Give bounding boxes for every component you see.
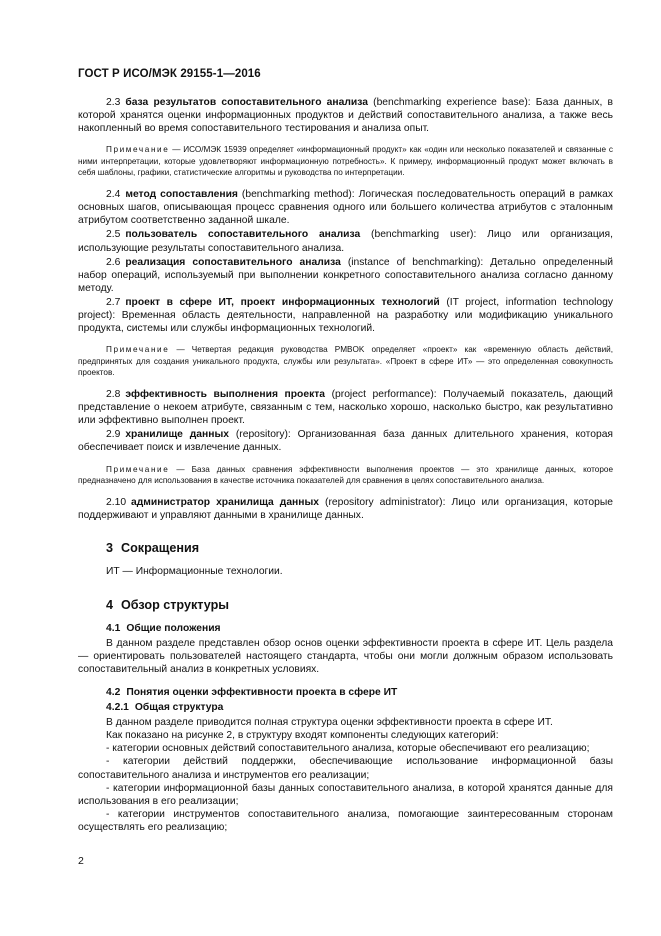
term-definition: (IT project, information technology project): Временная область деятельности, направленной на разработку или модификацию уникального продукта, системы или службы информационных технологий. (78, 296, 613, 335)
section-3-heading (78, 542, 613, 555)
document-body (78, 96, 613, 834)
subsection-title: Общая структура (134, 702, 224, 714)
section-title: Обзор структуры (121, 597, 230, 612)
note-1 (78, 144, 613, 178)
term-definition: (benchmarking user): Лицо или организация, использующие результаты сопоставительного анализа. (78, 229, 613, 254)
term-name: хранилище данных (125, 429, 229, 441)
term-2-4 (78, 188, 613, 227)
term-number: 2.8 (106, 389, 121, 401)
note-label: Примечание (106, 145, 170, 155)
term-number: 2.5 (106, 229, 121, 241)
section-title: Сокращения (121, 541, 200, 556)
note-2 (78, 344, 613, 378)
term-name: администратор хранилища данных (131, 497, 320, 509)
term-2-6 (78, 256, 613, 295)
section-number: 4 (106, 597, 114, 612)
term-2-8 (78, 388, 613, 427)
term-number: 2.10 (106, 497, 127, 509)
list-item: - категории инструментов сопоставительного анализа, помогающие заинтересованным сторонам осуществлять его реализацию; (78, 808, 613, 833)
subsection-4-1-text: В данном разделе представлен обзор основ оценки эффективности проекта в сфере ИТ. Цель раздела — ориентировать пользователей настоящего стандарта, чтобы они могли должным образом использовать сопоставительный анализ в конкретных условиях. (78, 637, 613, 675)
subsection-number: 4.2 (106, 687, 121, 698)
term-name: метод сопоставления (125, 189, 238, 201)
subsection-4-1-heading (78, 622, 613, 635)
page-number: 2 (78, 855, 84, 867)
paragraph-intro-1: В данном разделе приводится полная структура оценки эффективности проекта в сфере ИТ. (106, 717, 553, 729)
term-name: эффективность выполнения проекта (125, 389, 326, 401)
term-definition: (instance of benchmarking): Детально определенный набор операций, используемый при выполнении конкретного сопоставительного анализа согласно данному методу. (78, 256, 613, 294)
note-label: Примечание (106, 345, 170, 355)
term-2-5 (78, 228, 613, 254)
paragraph-intro-2: Как показано на рисунке 2, в структуру входят компоненты следующих категорий: (106, 730, 499, 742)
note-text: — Четвертая редакция руководства PMBOK определяет «проект» как «временную область действий, предпринятых для создания уникального продукта, службы или результата». «Проект в сфере ИТ» — это определенная совокупность проектов. (78, 345, 613, 377)
list-item: - категории действий поддержки, обеспечивающие использование информационной базы сопоставительного анализа и инструментов его реализации; (78, 756, 613, 781)
term-definition: (benchmarking method): Логическая последовательность операций в рамках основных шагов, описывающая процесс сравнения одного или большего количества атрибутов с эталонным атрибутом соответственно заданной шкале. (78, 189, 614, 227)
list-item: - категории информационной базы данных сопоставительного анализа, в которой хранятся данные для использования в его реализации; (78, 782, 613, 807)
term-2-9 (78, 428, 613, 454)
term-number: 2.6 (106, 256, 121, 268)
term-2-7 (78, 296, 613, 335)
subsection-number: 4.1 (106, 622, 121, 634)
subsection-number: 4.2.1 (106, 702, 129, 714)
term-number: 2.7 (106, 296, 121, 308)
subsection-4-2-heading (78, 686, 613, 699)
term-name: реализация сопоставительного анализа (125, 256, 341, 268)
term-name: пользователь сопоставительного анализа (125, 229, 361, 241)
subsection-4-2-1-heading (78, 701, 613, 714)
term-name: проект в сфере ИТ, проект информационных технологий (125, 296, 440, 308)
term-definition: (repository): Организованная база данных длительного хранения, которая обеспечивает поиск и извлечение данных. (78, 429, 613, 454)
note-text: — ИСО/МЭК 15939 определяет «информационный продукт» как «один или несколько показателей и связанные с ними интерпретации, которые удовлетворяют информационную потребность». К примеру, информационный продукт может включать в себя шаблоны, графики, статистические алгоритмы и руководства по интерпретации. (78, 145, 613, 177)
term-number: 2.4 (106, 189, 121, 201)
term-number: 2.9 (106, 429, 121, 441)
term-definition: (project performance): Получаемый показатель, дающий представление о некоем атрибуте, связанным с тем, насколько хорошо, насколько быстро, как результативно или эффективно выполнен проект. (78, 389, 614, 427)
note-text: — База данных сравнения эффективности выполнения проектов — это хранилище данных, которое предназначено для использования в качестве источника показателей для сравнения в целях сопоставительного анализа. (78, 464, 613, 485)
list-item: - категории основных действий сопоставительного анализа, которые обеспечивают его реализацию; (106, 743, 590, 755)
section-number: 3 (106, 541, 114, 556)
abbreviation-it: ИТ — Информационные технологии. (106, 566, 283, 578)
term-number: 2.3 (106, 97, 121, 108)
subsection-title: Общие положения (126, 622, 221, 634)
document-header: ГОСТ Р ИСО/МЭК 29155-1—2016 (78, 68, 261, 80)
term-definition: (repository administrator): Лицо или организация, которые поддерживают и управляют данными в хранилище данных. (78, 497, 613, 522)
term-definition: (benchmarking experience base): База данных, в которой хранятся оценки информационных продуктов и действий сопоставительного анализа, а также весь накопленный во время сопоставительного тестирования и анализа опыт. (78, 97, 613, 135)
term-2-3 (78, 96, 613, 135)
note-label: Примечание (106, 464, 170, 474)
section-4-heading (78, 599, 613, 612)
term-name: база результатов сопоставительного анализа (125, 97, 368, 108)
note-3 (78, 464, 613, 487)
term-2-10 (78, 496, 613, 522)
subsection-title: Понятия оценки эффективности проекта в сфере ИТ (126, 687, 398, 698)
